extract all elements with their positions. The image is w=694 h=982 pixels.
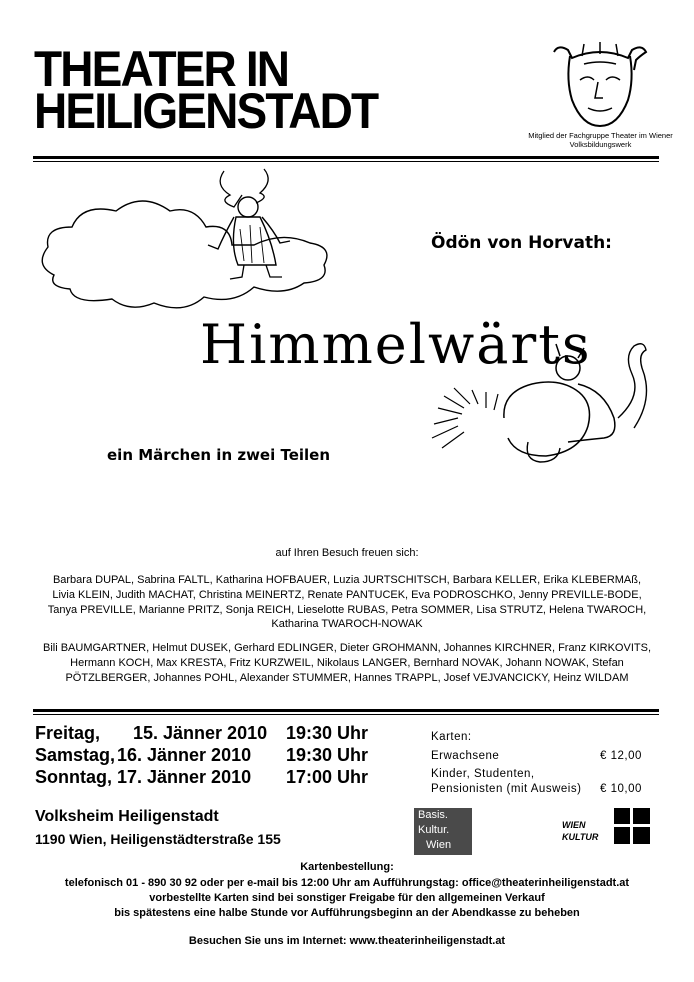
performance-day: Samstag, xyxy=(35,745,116,765)
header-divider-thin xyxy=(33,161,659,162)
wien-kultur-text-1: WIEN xyxy=(562,820,586,830)
performance-date: 15. Jänner 2010 xyxy=(133,723,268,743)
venue-name: Volksheim Heiligenstadt xyxy=(35,808,219,825)
adult-ticket-label: Erwachsene xyxy=(431,750,500,762)
cast-women: Barbara DUPAL, Sabrina FALTL, Katharina HOFBAUER, Luzia JURTSCHITSCH, Barbara KELLER, Erika KLEBERMAß, Livia KLEIN, Judith MACHAT, Christina MEINERTZ, Renate PANTUCEK, Eva PODROSCHKO, Jenny PREVILLE-BODE, Tanya PREVILLE, Marianne PRITZ, Sonja REICH, Lieselotte RUBAS, Petra SOMMER, Lisa STRUTZ, Helena TWAROCH, Katharina TWAROCH-NOWAK xyxy=(47,574,647,631)
theater-title-line1: THEATER IN xyxy=(34,41,289,97)
reduced-ticket-label-1: Kinder, Studenten, xyxy=(431,768,535,780)
devil-illustration xyxy=(428,338,660,468)
reduced-ticket-price: € 10,00 xyxy=(600,783,642,795)
wien-kultur-text-2: KULTUR xyxy=(562,832,599,842)
performance-date: 16. Jänner 2010 xyxy=(117,745,252,765)
performance-time: 17:00 Uhr xyxy=(286,767,369,787)
performance-day: Sonntag, xyxy=(35,767,112,787)
venue-address: 1190 Wien, Heiligenstädterstraße 155 xyxy=(35,831,281,847)
performance-date: 17. Jänner 2010 xyxy=(117,767,252,787)
kultur-logo-text: Kultur. xyxy=(418,824,450,836)
basis-logo-text: Basis. xyxy=(418,809,448,821)
wien-logo-text: Wien xyxy=(426,839,452,851)
reduced-ticket-label-2: Pensionisten (mit Ausweis) xyxy=(431,783,582,795)
performance-time: 19:30 Uhr xyxy=(286,745,369,765)
booking-line-3: bis spätestens eine halbe Stunde vor Aufführungsbeginn an der Abendkasse zu beheben xyxy=(114,907,580,919)
booking-line-1: telefonisch 01 - 890 30 92 oder per e-mail bis 12:00 Uhr am Aufführungstag: office@theaterinheiligenstadt.at xyxy=(64,877,630,889)
theater-mask-logo xyxy=(548,40,652,130)
schedule-divider-thick xyxy=(33,709,659,712)
author-name: Ödön von Horvath: xyxy=(431,233,612,253)
play-subtitle: ein Märchen in zwei Teilen xyxy=(107,446,331,464)
tickets-heading: Karten: xyxy=(431,731,472,743)
adult-ticket-price: € 12,00 xyxy=(600,750,642,762)
basis-kultur-wien-logo xyxy=(414,808,472,855)
theater-title-line2: HEILIGENSTADT xyxy=(34,83,378,139)
play-title: Himmelwärts xyxy=(200,313,592,376)
website-line: Besuchen Sie uns im Internet: www.theaterinheiligenstadt.at xyxy=(188,935,506,947)
schedule-divider-thin xyxy=(33,714,659,715)
booking-heading: Kartenbestellung: xyxy=(300,861,394,873)
cast-intro: auf Ihren Besuch freuen sich: xyxy=(275,547,419,559)
membership-note: Mitglied der Fachgruppe Theater im Wiener Volksbildungswerk xyxy=(528,131,673,149)
header-divider-thick xyxy=(33,156,659,159)
booking-line-2: vorbestellte Karten sind bei sonstiger Freigabe für den allgemeinen Verkauf xyxy=(149,892,545,904)
angel-on-cloud-illustration xyxy=(34,165,364,315)
wien-kultur-logo xyxy=(562,808,652,854)
performance-time: 19:30 Uhr xyxy=(286,723,369,743)
performance-day: Freitag, xyxy=(35,723,101,743)
cast-men: Bili BAUMGARTNER, Helmut DUSEK, Gerhard EDLINGER, Dieter GROHMANN, Johannes KIRCHNER, Franz KIRKOVITS, Hermann KOCH, Max KRESTA, Fritz KURZWEIL, Nikolaus LANGER, Bernhard NOVAK, Johann NOWAK, Stefan PÖTZLBERGER, Johannes POHL, Alexander STUMMER, Hannes TRAPPL, Josef VEJVANCICKY, Heinz WILDAM xyxy=(43,642,651,684)
